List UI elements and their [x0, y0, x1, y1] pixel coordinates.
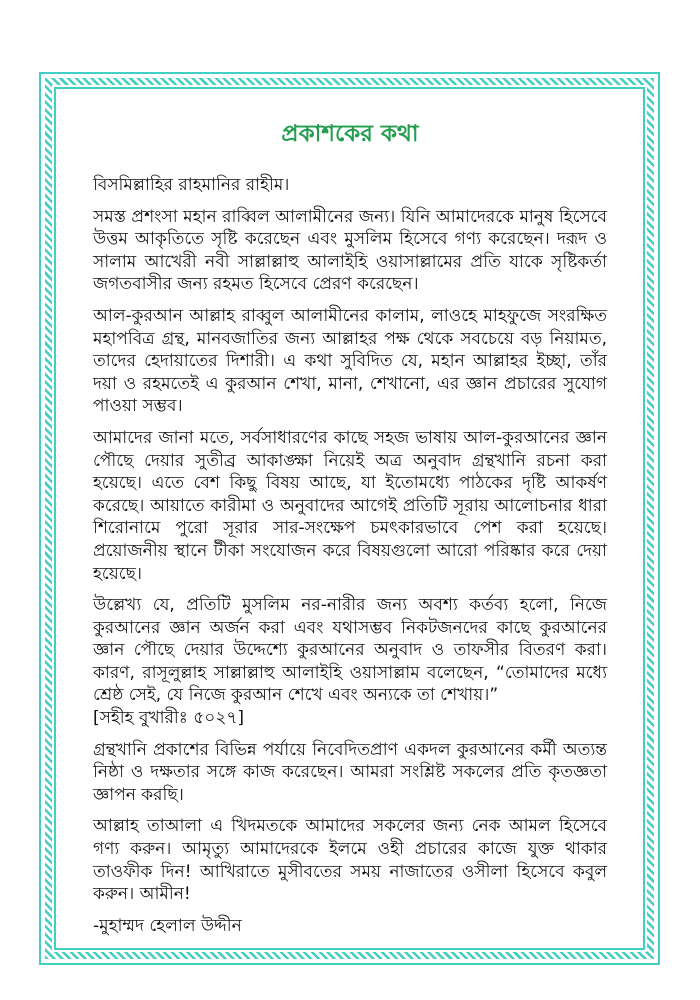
paragraph-dua: আল্লাহ তাআলা এ খিদমতকে আমাদের সকলের জন্য নেক আমল হিসেবে গণ্য করুন। আমৃত্যু আমাদেরকে ইলমে ওহী প্রচারের কাজে যুক্ত থাকার তাওফীক দিন! আখিরাতে মুসীবতের সময় নাজাতের ওসীলা হিসেবে কবুল করুন। আমীন! — [93, 816, 607, 905]
bismillah-line: বিসমিল্লাহির রাহমানির রাহীম। — [93, 175, 290, 195]
publisher-signature: -মুহাম্মদ হেলাল উদ্দীন — [93, 915, 242, 936]
paragraph-hadith-quote: উল্লেখ্য যে, প্রতিটি মুসলিম নর-নারীর জন্য অবশ্য কর্তব্য হলো, নিজে কুরআনের জ্ঞান অর্জন করা এবং যথাসম্ভব নিকটজনদের কাছে কুরআনের জ্ঞান পৌছে দেয়ার উদ্দেশ্যে কুরআনের অনুবাদ ও তাফসীর বিতরণ করা। কারণ, রাসূলুল্লাহ সাল্লাল্লাহু আলাইহি ওয়াসাল্লাম বলেছেন, “তোমাদের মধ্যে শ্রেষ্ঠ সেই, যে নিজে কুরআন শেখে এবং অন্যকে তা শেখায়।” — [93, 595, 607, 706]
hadith-reference: [সহীহ বুখারীঃ ৫০২৭] — [93, 708, 245, 729]
paragraph-quran-intro: আল-কুরআন আল্লাহ রাব্বুল আলামীনের কালাম, লাওহে মাহফুজে সংরক্ষিত মহাপবিত্র গ্রন্থ, মানবজাতির জন্য আল্লাহর পক্ষ থেকে সবচেয়ে বড় নিয়ামত, তাদের হেদায়াতের দিশারী। এ কথা সুবিদিত যে, মহান আল্লাহর ইচ্ছা, তাঁর দয়া ও রহমতেই এ কুরআন শেখা, মানা, শেখানো, এর জ্ঞান প্রচারের সুযোগ পাওয়া সম্ভব। — [93, 305, 607, 417]
page-content — [93, 89, 607, 954]
page-title: প্রকাশকের কথা — [281, 121, 419, 147]
paragraph-translation-purpose: আমাদের জানা মতে, সর্বসাধারণের কাছে সহজ ভাষায় আল-কুরআনের জ্ঞান পৌছে দেয়ার সুতীব্র আকাঙ্ক্ষা নিয়েই অত্র অনুবাদ গ্রন্থখানি রচনা করা হয়েছে। এতে বেশ কিছু বিষয় আছে, যা ইতোমধ্যে পাঠকের দৃষ্টি আকর্ষণ করেছে। আয়াতে কারীমা ও অনুবাদের আগেই প্রতিটি সূরায় আলোচনার ধারা শিরোনামে পুরো সূরার সার-সংক্ষেপ চমৎকারভাবে পেশ করা হয়েছে। প্রয়োজনীয় স্থানে টীকা সংযোজন করে বিষয়গুলো আরো পরিষ্কার করে দেয়া হয়েছে। — [93, 427, 607, 584]
paragraph-praise: সমস্ত প্রশংসা মহান রাব্বিল আলামীনের জন্য। যিনি আমাদেরকে মানুষ হিসেবে উত্তম আকৃতিতে সৃষ্টি করেছেন এবং মুসলিম হিসেবে গণ্য করেছেন। দরূদ ও সালাম আখেরী নবী সাল্লাল্লাহু আলাইহি ওয়াসাল্লামের প্রতি যাকে সৃষ্টিকর্তা জগতবাসীর জন্য রহমত হিসেবে প্রেরণ করেছেন। — [93, 206, 607, 295]
paragraph-acknowledgement: গ্রন্থখানি প্রকাশের বিভিন্ন পর্যায়ে নিবেদিতপ্রাণ একদল কুরআনের কর্মী অত্যন্ত নিষ্ঠা ও দক্ষতার সঙ্গে কাজ করেছেন। আমরা সংশ্লিষ্ট সকলের প্রতি কৃতজ্ঞতা জ্ঞাপন করছি। — [93, 739, 607, 805]
